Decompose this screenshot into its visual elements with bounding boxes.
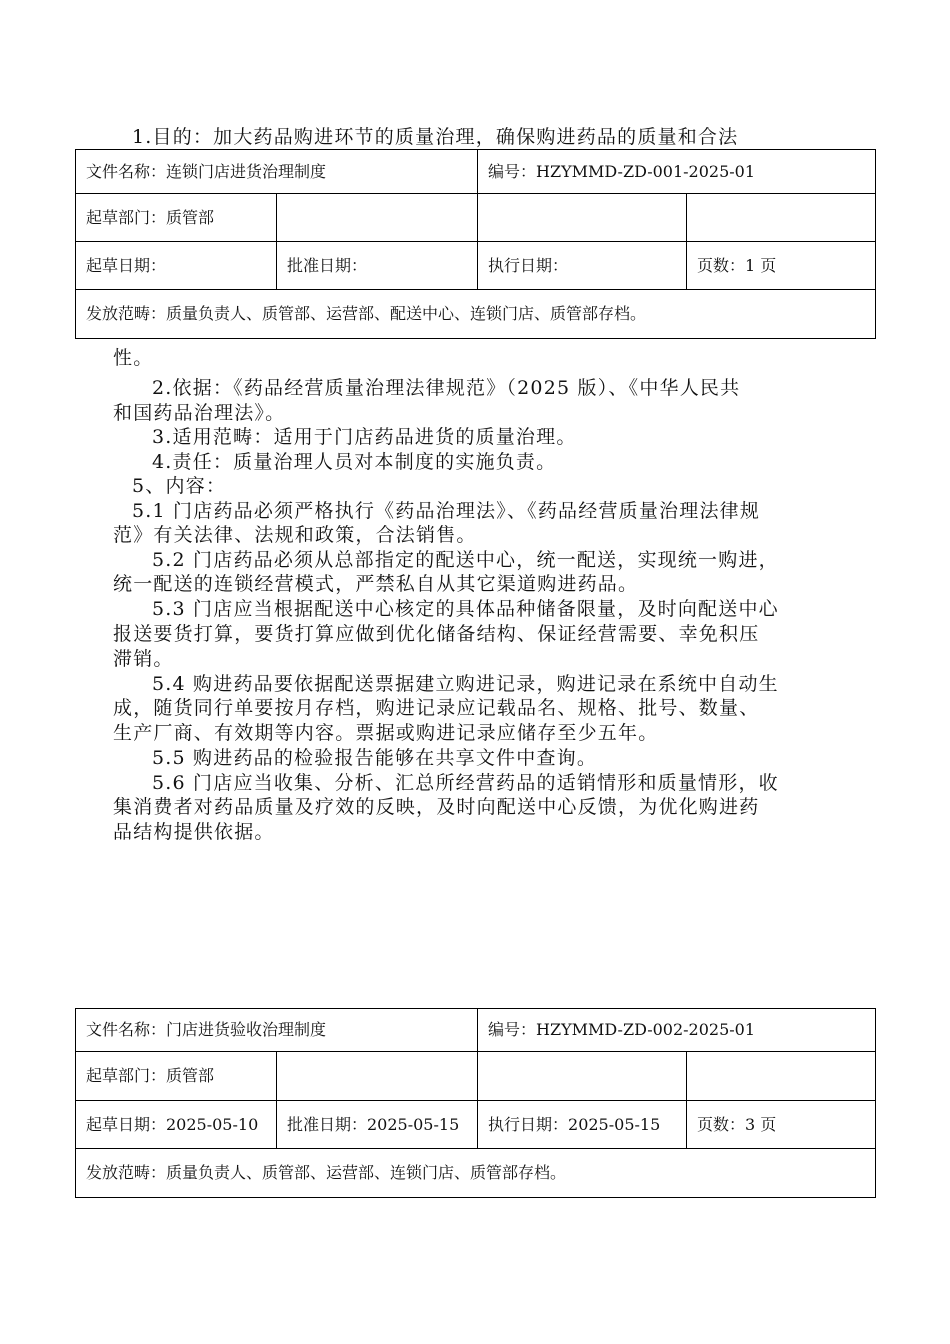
- item-5-4-line-2: 成，随货同行单要按月存档，购进记录应记载品名、规格、批号、数量、: [113, 697, 760, 719]
- item-5-2-line-2: 统一配送的连锁经营模式，严禁私自从其它渠道购进药品。: [113, 573, 639, 595]
- empty-cell: [277, 1052, 478, 1101]
- draft-date-cell: 起草日期：: [76, 242, 277, 290]
- empty-cell: [277, 194, 478, 242]
- document-header-table-1: [75, 149, 876, 339]
- file-code-cell: 编号：HZYMMD-ZD-002-2025-01: [478, 1009, 876, 1052]
- basis-line-2: 和国药品治理法》。: [113, 402, 286, 424]
- content-heading: 5、内容：: [132, 475, 227, 497]
- empty-cell: [687, 1052, 876, 1101]
- item-5-6-line-1: 5.6 门店应当收集、分析、汇总所经营药品的适销情形和质量情形，收: [152, 772, 779, 794]
- file-name-cell: 文件名称：连锁门店进货治理制度: [76, 150, 478, 194]
- purpose-line-1: 1.目的：加大药品购进环节的质量治理，确保购进药品的质量和合法: [132, 126, 739, 148]
- page-count-cell: 页数：1 页: [687, 242, 876, 290]
- item-5-1-line-2: 范》有关法律、法规和政策，合法销售。: [113, 524, 477, 546]
- empty-cell: [687, 194, 876, 242]
- responsibility-line: 4.责任：质量治理人员对本制度的实施负责。: [152, 451, 557, 473]
- file-name-cell: 文件名称：门店进货验收治理制度: [76, 1009, 478, 1052]
- item-5-1-line-1: 5.1 门店药品必须严格执行《药品治理法》、《药品经营质量治理法律规: [132, 500, 761, 522]
- draft-date-cell: 起草日期：2025-05-10: [76, 1101, 277, 1149]
- document-header-table-2: [75, 1008, 876, 1198]
- draft-dept-cell: 起草部门：质管部: [76, 194, 277, 242]
- exec-date-cell: 执行日期：2025-05-15: [478, 1101, 687, 1149]
- item-5-3-line-2: 报送要货打算，要货打算应做到优化储备结构、保证经营需要、幸免积压: [113, 623, 760, 645]
- exec-date-cell: 执行日期：: [478, 242, 687, 290]
- item-5-4-line-1: 5.4 购进药品要依据配送票据建立购进记录，购进记录在系统中自动生: [152, 673, 779, 695]
- item-5-5-line: 5.5 购进药品的检验报告能够在共享文件中查询。: [152, 747, 598, 769]
- scope-line: 3.适用范畴：适用于门店药品进货的质量治理。: [152, 426, 577, 448]
- empty-cell: [478, 194, 687, 242]
- approve-date-cell: 批准日期：: [277, 242, 478, 290]
- approve-date-cell: 批准日期：2025-05-15: [277, 1101, 478, 1149]
- draft-dept-cell: 起草部门：质管部: [76, 1052, 277, 1101]
- item-5-2-line-1: 5.2 门店药品必须从总部指定的配送中心，统一配送，实现统一购进，: [152, 549, 779, 571]
- page-count-cell: 页数：3 页: [687, 1101, 876, 1149]
- distribution-scope-cell: 发放范畴：质量负责人、质管部、运营部、配送中心、连锁门店、质管部存档。: [76, 290, 876, 339]
- item-5-6-line-2: 集消费者对药品质量及疗效的反映，及时向配送中心反馈，为优化购进药: [113, 796, 760, 818]
- item-5-3-line-1: 5.3 门店应当根据配送中心核定的具体品种储备限量，及时向配送中心: [152, 598, 779, 620]
- distribution-scope-cell: 发放范畴：质量负责人、质管部、运营部、连锁门店、质管部存档。: [76, 1149, 876, 1198]
- item-5-4-line-3: 生产厂商、有效期等内容。票据或购进记录应储存至少五年。: [113, 722, 659, 744]
- basis-line-1: 2.依据：《药品经营质量治理法律规范》（2025 版）、《中华人民共: [152, 377, 741, 399]
- item-5-6-line-3: 品结构提供依据。: [113, 821, 275, 843]
- file-code-cell: 编号：HZYMMD-ZD-001-2025-01: [478, 150, 876, 194]
- purpose-line-2: 性。: [113, 347, 154, 369]
- empty-cell: [478, 1052, 687, 1101]
- item-5-3-line-3: 滞销。: [113, 648, 174, 670]
